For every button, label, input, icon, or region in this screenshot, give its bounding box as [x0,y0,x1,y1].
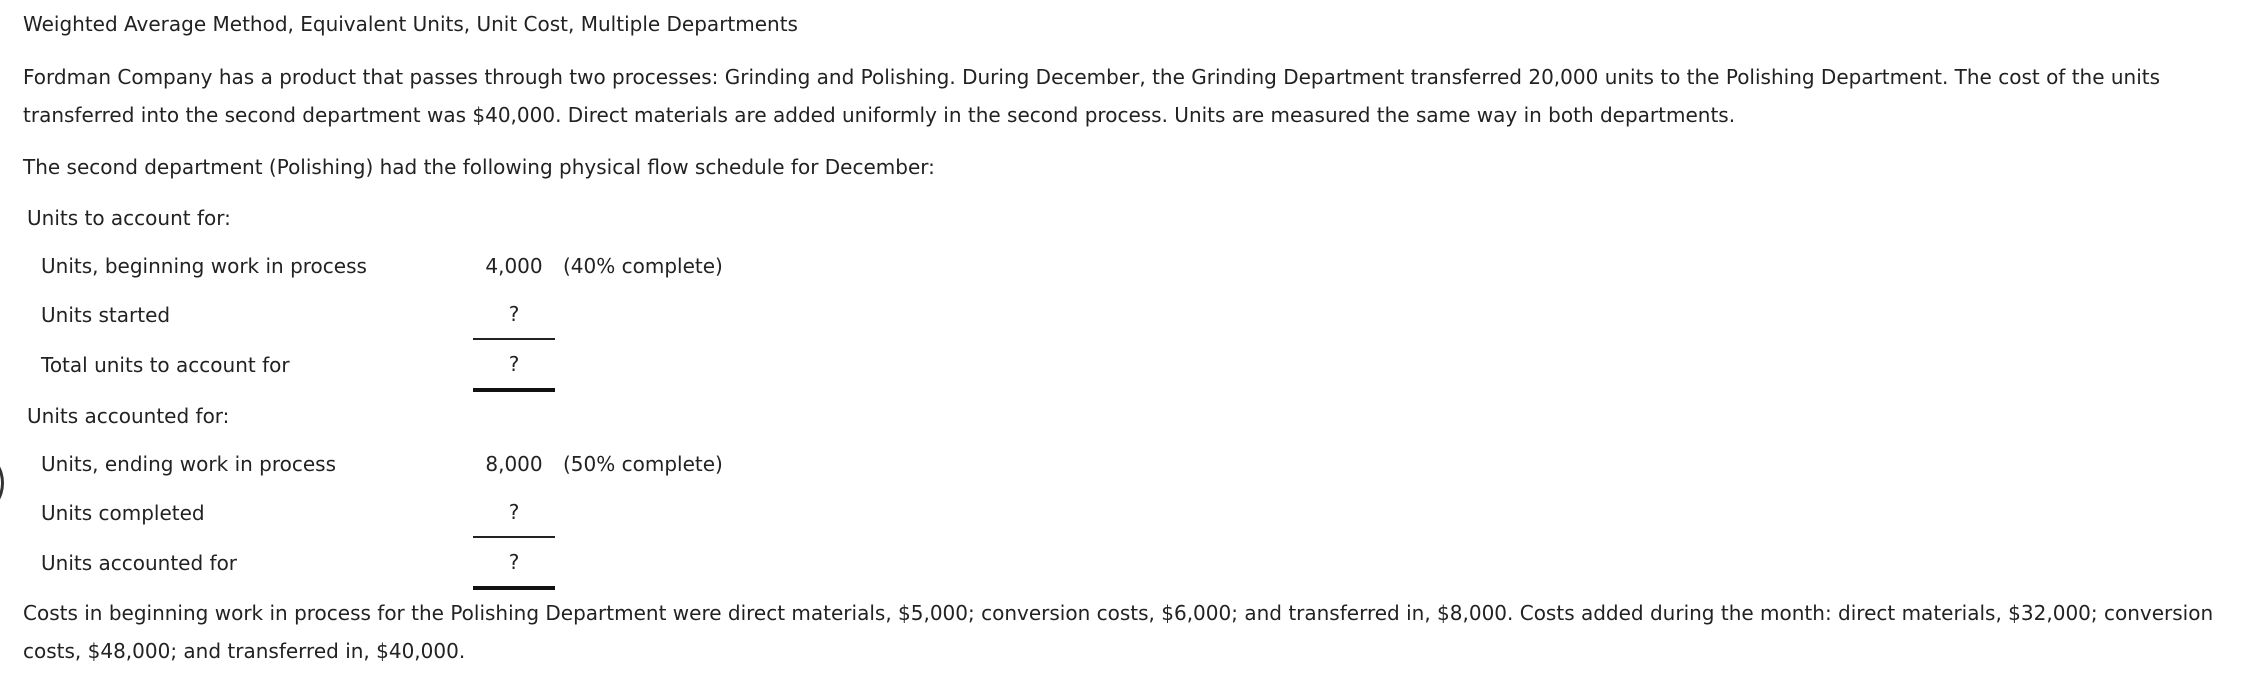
table-row [23,290,723,339]
costs-paragraph: Costs in beginning work in process for the Polishing Department were direct materials, $5,000; conversion costs, $6,000; and transferred in, $8,000. Costs added during the month: direct materials, $32,000; conversion costs, $48,000; and transferred in, $40,000. [23,601,2214,663]
table-row [23,537,723,588]
ending-wip-note: (50% complete) [563,452,723,476]
schedule-intro-paragraph: The second department (Polishing) had the following physical flow schedule for December: [23,155,935,179]
schedule-section-header [23,194,723,242]
ending-wip-label: Units, ending work in process [41,452,337,476]
units-completed-value: ? [473,488,555,537]
beginning-wip-label: Units, beginning work in process [41,254,367,278]
beginning-wip-value: 4,000 [485,254,543,278]
side-circle-marker [0,455,4,511]
units-accounted-label: Units accounted for [41,550,238,575]
table-row [23,242,723,290]
units-accounted-header: Units accounted for: [27,404,230,428]
units-completed-label: Units completed [41,500,205,525]
physical-flow-schedule [23,194,723,590]
table-row [23,339,723,390]
units-started-label: Units started [41,302,171,327]
schedule-section-header [23,390,723,440]
table-row [23,440,723,488]
beginning-wip-note: (40% complete) [563,254,723,278]
total-to-account-value: ? [473,339,555,390]
problem-content [23,10,2248,670]
problem-title: Weighted Average Method, Equivalent Units, Unit Cost, Multiple Departments [23,12,798,36]
units-started-value: ? [473,290,555,339]
total-to-account-label: Total units to account for [41,352,290,377]
intro-paragraph: Fordman Company has a product that passes through two processes: Grinding and Polishing. During December, the Grinding Department transferred 20,000 units to the Polishing Department. The cost of the units transferred into the second department was $40,000. Direct materials are added uniformly in the second process. Units are measured the same way in both departments. [23,65,2161,127]
table-row [23,488,723,537]
units-accounted-value: ? [473,537,555,588]
ending-wip-value: 8,000 [485,452,543,476]
units-to-account-header: Units to account for: [27,206,231,230]
